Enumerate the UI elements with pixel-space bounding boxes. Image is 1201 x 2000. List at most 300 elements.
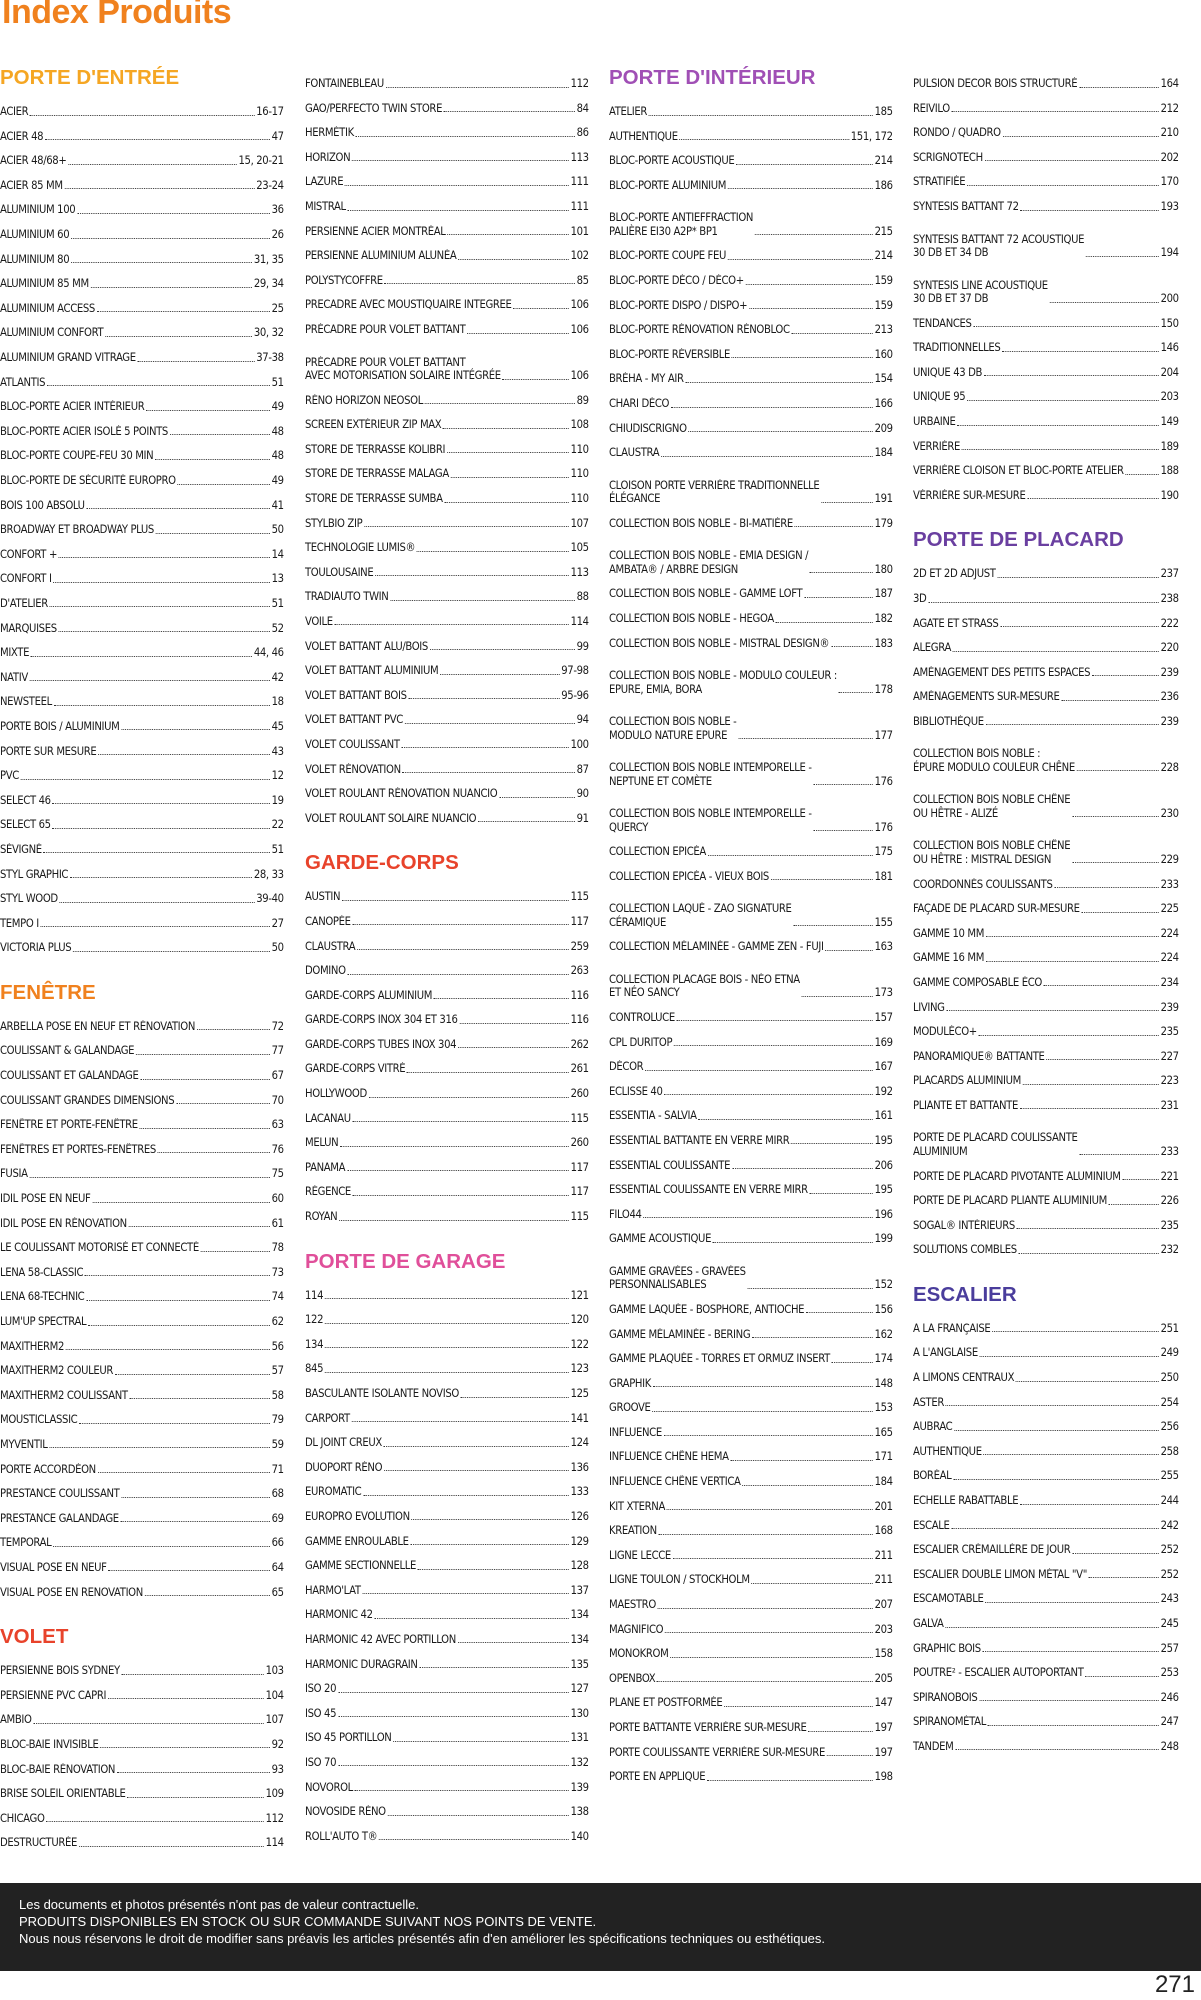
dot-leader [338,1716,569,1717]
dot-leader [1072,816,1159,817]
entry-page: 211 [874,1573,893,1587]
index-entry [0,930,284,955]
entry-name: COLLECTION LAQUÉ - ZAO SIGNATURE CÉRAMIQUE [609,902,792,929]
dot-leader [806,1312,873,1313]
index-entry [609,1759,893,1784]
dot-leader [831,646,873,647]
entry-page: 220 [1160,641,1179,655]
index-entry [305,66,589,91]
dot-leader [140,1079,270,1080]
index-entry [913,429,1179,454]
index-entry [913,1581,1179,1606]
dot-leader [791,1143,873,1144]
entry-name: A LIMONS CENTRAUX [913,1371,1015,1385]
index-entry [305,1027,589,1052]
entry-page: 222 [1160,616,1179,630]
dot-leader [955,1749,1159,1750]
dot-leader [71,238,270,239]
entry-name: COLLECTION BOIS NOBLE : ÉPURE MODULO COULEUR CHÊNE [913,747,1075,774]
entry-name: BLOC-PORTE ALUMINIUM [609,178,727,192]
index-entry [913,1434,1179,1459]
index-entry [609,506,893,531]
entry-name: INFLUENCE [609,1425,662,1439]
entry-page: 47 [271,129,284,143]
entry-name: SPIRANOMÉTAL [913,1715,986,1729]
entry-page: 167 [874,1060,893,1074]
entry-name: LE COULISSANT MOTORISÉ ET CONNECTÉ [0,1241,199,1255]
entry-name: BASCULANTE ISOLANTE NOVISO [305,1387,459,1400]
entry-name: DÉCOR [609,1060,644,1074]
entry-page: 214 [874,249,893,263]
index-entry [305,456,589,481]
dot-leader [946,1010,1158,1011]
entry-page: 248 [1160,1739,1179,1753]
entry-name: GAMME MÉLAMINÉE - BERING [609,1327,751,1341]
dot-leader [176,1103,270,1104]
entry-name: GROOVE [609,1401,651,1415]
index-entry [609,576,893,601]
entry-name: UNIQUE 43 DB [913,365,983,379]
entry-page: 126 [570,1509,589,1523]
index-entry [609,530,893,576]
entry-name: BLOC-PORTE RÉVERSIBLE [609,347,731,361]
entry-name: ISO 45 PORTILLON [305,1731,392,1745]
entry-page: 199 [874,1232,893,1246]
entry-page: 110 [570,492,589,505]
entry-name: ESCALIER DOUBLE LIMON MÉTAL "V" [913,1567,1087,1581]
entry-page: 101 [570,224,589,238]
dot-leader [1019,1253,1159,1254]
dot-leader [979,1700,1159,1701]
index-entry [0,1206,284,1231]
entry-page: 74 [271,1290,284,1304]
entry-name: FENÊTRE ET PORTE-FENÊTRE [0,1118,138,1132]
entry-page: 30, 32 [253,326,284,340]
dot-leader [670,1657,873,1658]
entry-page: 154 [874,372,893,386]
dot-leader [386,87,569,88]
entry-name: STORE DE TERRASSE MALAGA [305,467,449,481]
index-entry [0,414,284,439]
index-entry [0,1550,284,1575]
entry-page: 185 [874,105,893,119]
entry-name: HARMONIC 42 [305,1608,373,1622]
entry-name: ATLANTIS [0,375,46,389]
entry-name: SYNTESIS BATTANT 72 [913,200,1019,214]
entry-name: POLYSTYCOFFRE [305,273,383,287]
entry-page: 161 [874,1109,893,1123]
entry-name: ESSENTIAL COULISSANTE [609,1158,731,1172]
entry-page: 249 [1160,1346,1179,1360]
index-entry [609,119,893,144]
entry-name: PRESTANCE COULISSANT [0,1487,120,1501]
entry-page: 31, 35 [253,252,284,266]
dot-leader [688,431,872,432]
dot-leader [732,357,873,358]
index-entry [913,916,1179,941]
entry-page: 135 [570,1657,589,1671]
entry-page: 229 [1160,852,1179,866]
index-entry [0,1825,284,1850]
entry-name: HARMO'LAT [305,1583,361,1597]
index-entry [305,1174,589,1199]
entry-page: 235 [1160,1025,1179,1039]
entry-name: FONTAINEBLEAU [305,77,384,91]
entry-page: 133 [570,1485,589,1499]
entry-page: 112 [265,1811,284,1825]
entry-page: 239 [1160,665,1179,679]
dot-leader [50,606,270,607]
dot-leader [665,1632,873,1633]
entry-page: 158 [874,1647,893,1661]
entry-page: 16-17 [256,105,284,119]
entry-name: GRAPHIC BOIS [913,1641,981,1655]
index-entry [609,1562,893,1587]
entry-name: 114 [305,1288,324,1302]
index-entry [609,696,893,742]
entry-page: 259 [570,939,589,953]
entry-page: 111 [570,200,589,214]
entry-name: PRESTANCE GALANDAGE [0,1511,119,1525]
entry-name: ATELIER [609,105,648,119]
entry-name: COLLECTION BOIS NOBLE - GAMME LOFT [609,587,803,601]
entry-page: 111 [570,175,589,189]
entry-name: AUTHENTIQUE [609,129,678,143]
entry-name: KREATION [609,1524,657,1538]
dot-leader [1122,1179,1158,1180]
entry-name: AUSTIN [305,890,341,904]
entry-page: 234 [1160,975,1179,989]
entry-name: KIT XTERNA [609,1499,665,1513]
index-entry [913,989,1179,1014]
entry-name: SELECT 46 [0,793,51,807]
entry-name: GAMME 16 MM [913,951,985,965]
dot-leader [65,188,255,189]
entry-page: 151, 172 [850,129,893,143]
entry-name: VOLET RÉNOVATION [305,762,401,776]
dot-leader [793,925,872,926]
entry-name: LENA 68-TECHNIC [0,1290,85,1304]
dot-leader [813,830,872,831]
dot-leader [405,723,575,724]
dot-leader [839,692,873,693]
entry-page: 157 [874,1010,893,1024]
dot-leader [30,115,254,116]
entry-page: 71 [271,1462,284,1476]
dot-leader [952,111,1159,112]
index-entry [609,601,893,626]
entry-page: 155 [874,915,893,929]
entry-page: 131 [570,1731,589,1745]
entry-page: 90 [576,787,589,801]
entry-page: 147 [874,1696,893,1710]
entry-page: 84 [576,101,589,115]
entry-name: VOLET BATTANT BOIS [305,688,407,702]
entry-page: 106 [570,369,589,383]
index-entry [609,859,893,884]
index-entry [0,512,284,537]
entry-page: 123 [570,1362,589,1376]
entry-page: 156 [874,1302,893,1316]
index-entry [609,192,893,238]
entry-name: ROYAN [305,1210,338,1224]
dot-leader [986,961,1159,962]
entry-name: MISTRAL [305,200,346,214]
dot-leader [108,1698,264,1699]
entry-page: 58 [271,1388,284,1402]
dot-leader [997,577,1158,578]
entry-name: BRÉHA - MY AIR [609,372,684,386]
entry-page: 239 [1160,1000,1179,1014]
index-entry [913,306,1179,331]
entry-page: 134 [570,1632,589,1646]
entry-page: 235 [1160,1218,1179,1232]
dot-leader [41,926,270,927]
index-entry [913,1508,1179,1533]
index-entry [913,1385,1179,1410]
dot-leader [1089,1577,1159,1578]
entry-name: PORTE DE PLACARD PLIANTE ALUMINIUM [913,1194,1107,1208]
dot-leader [1081,912,1158,913]
entry-page: 233 [1160,1144,1179,1158]
entry-name: EUROPRO EVOLUTION [305,1509,410,1523]
dot-leader [145,1595,270,1596]
entry-page: 45 [271,719,284,733]
index-entry [609,1172,893,1197]
entry-page: 25 [271,301,284,315]
index-entry [305,1101,589,1126]
entry-page: 105 [570,541,589,555]
dot-leader [671,407,873,408]
entry-page: 180 [874,562,893,576]
dot-leader [980,1356,1159,1357]
index-entry [0,1451,284,1476]
dot-leader [45,139,270,140]
entry-page: 62 [271,1315,284,1328]
entry-name: POUTRE² - ESCALIER AUTOPORTANT [913,1666,1084,1680]
dot-leader [674,1045,873,1046]
entry-page: 204 [1160,365,1179,379]
entry-page: 95-96 [561,688,589,702]
entry-name: BRISE SOLEIL ORIENTABLE [0,1787,126,1801]
index-entry [609,238,893,263]
dot-leader [458,1047,569,1048]
dot-leader [1017,1228,1159,1229]
entry-name: ALUMINIUM ACCESS [0,301,95,315]
entry-name: PLANE ET POSTFORMÉE [609,1696,723,1710]
entry-page: 127 [570,1682,589,1696]
footer-line-1: Les documents et photos présentés n'ont pas de valeur contractuelle. [19,1897,419,1912]
index-entry [305,1327,589,1352]
entry-page: 233 [1160,877,1179,891]
dot-leader [738,738,873,739]
entry-page: 114 [570,614,589,628]
index-entry [305,1745,589,1770]
dot-leader [138,361,255,362]
entry-name: NATIV [0,670,28,684]
entry-name: ALUMINIUM 80 [0,252,70,266]
index-entry [0,1132,284,1157]
entry-name: GAO/PERFECTO TWIN STORE [305,101,443,115]
entry-page: 116 [570,1013,589,1027]
dot-leader [503,379,569,380]
entry-page: 225 [1160,902,1179,916]
dot-leader [410,1544,568,1545]
index-entry [0,1181,284,1206]
dot-leader [499,797,575,798]
entry-name: PORTE DE PLACARD PIVOTANTE ALUMINIUM [913,1169,1121,1183]
dot-leader [732,1168,873,1169]
section-title: PORTE D'INTÉRIEUR [609,66,816,89]
index-entry [305,1769,589,1794]
dot-leader [121,729,270,730]
entry-page: 92 [271,1737,284,1751]
index-entry [0,1776,284,1801]
entry-name: MAESTRO [609,1598,656,1612]
dot-leader [1054,887,1158,888]
index-entry [913,1483,1179,1508]
index-entry [0,438,284,463]
entry-page: 186 [874,178,893,192]
entry-name: AMÉNAGEMENTS SUR-MESURE [913,690,1060,704]
dot-leader [736,164,873,165]
section-spacer [305,1224,589,1250]
index-entry [913,940,1179,965]
entry-page: 196 [874,1207,893,1221]
dot-leader [121,1497,270,1498]
index-entry [305,1150,589,1175]
dot-leader [928,602,1159,603]
entry-name: TEMPORAL [0,1536,52,1550]
index-entry [609,435,893,460]
index-entry [609,1612,893,1637]
index-entry [913,1606,1179,1631]
entry-name: VOLET BATTANT ALUMINIUM [305,664,439,678]
dot-leader [742,1485,872,1486]
dot-leader [53,582,269,583]
entry-name: SOGAL® INTÉRIEURS [913,1218,1015,1232]
dot-leader [71,262,252,263]
dot-leader [698,1119,872,1120]
entry-page: 173 [874,986,893,1000]
dot-leader [643,1217,872,1218]
dot-leader [1086,256,1159,257]
dot-leader [984,375,1159,376]
entry-page: 238 [1160,592,1179,605]
index-entry [913,214,1179,260]
entry-page: 43 [271,744,284,758]
entry-page: 237 [1160,567,1179,581]
entry-page: 242 [1160,1518,1179,1532]
entry-name: BLOC-PORTE DÉCO / DÉCO+ [609,274,744,288]
index-entry [609,1685,893,1710]
index-entry [305,1401,589,1426]
entry-name: COLLECTION EPICÉA [609,845,706,859]
entry-page: 89 [576,393,589,407]
index-entry [913,1680,1179,1705]
dot-leader [363,1593,569,1594]
entry-name: CHIUDISCRIGNO [609,421,687,435]
dot-leader [46,1821,263,1822]
dot-leader [77,213,270,214]
index-entry [305,530,589,555]
index-entry [305,115,589,140]
dot-leader [66,1349,270,1350]
dot-leader [954,1430,1159,1431]
entry-page: 15, 20-21 [238,154,284,168]
dot-leader [652,1411,872,1412]
entry-page: 56 [271,1339,284,1353]
entry-name: PORTE EN APPLIQUE [609,1770,706,1784]
dot-leader [747,1288,872,1289]
entry-name: LACANAU [305,1111,351,1125]
entry-page: 206 [874,1158,893,1172]
entry-name: BLOC-PORTE COUPE-FEU 30 MIN [0,449,154,463]
entry-page: 176 [874,774,893,788]
section-title: PORTE DE PLACARD [913,528,1124,552]
entry-page: 170 [1160,175,1179,189]
index-column-3 [609,66,893,1784]
index-entry [609,1661,893,1686]
entry-page: 122 [570,1337,589,1351]
entry-page: 236 [1160,690,1179,704]
dot-leader [352,1421,569,1422]
dot-leader [117,1772,270,1773]
index-entry [305,1499,589,1524]
entry-page: 184 [874,446,893,460]
entry-page: 112 [570,77,589,91]
index-entry [305,140,589,165]
entry-page: 99 [576,639,589,653]
index-entry [609,929,893,954]
entry-page: 51 [271,842,284,856]
entry-name: AUTHENTIQUE [913,1444,982,1458]
dot-leader [407,1072,569,1073]
entry-name: GRAPHIK [609,1376,651,1390]
entry-page: 223 [1160,1074,1179,1088]
entry-name: SCREEN EXTÉRIEUR ZIP MAX [305,418,442,432]
entry-name: ISO 20 [305,1682,337,1696]
entry-name: BLOC-BAIE INVISIBLE [0,1737,99,1751]
dot-leader [708,855,873,856]
dot-leader [430,649,575,650]
entry-name: BLOC-PORTE ACOUSTIQUE [609,154,735,168]
entry-name: FUSIA [0,1167,28,1181]
entry-page: 36 [271,203,284,217]
dot-leader [340,1146,569,1147]
index-entry [305,1450,589,1475]
entry-name: NEWSTEEL [0,695,52,709]
index-entry [913,1014,1179,1039]
entry-page: 113 [570,150,589,164]
dot-leader [97,311,270,312]
index-entry [0,1083,284,1108]
index-entry [305,1199,589,1224]
index-entry [913,66,1179,91]
index-entry [0,1402,284,1427]
entry-name: MONOKROM [609,1647,669,1661]
index-entry [305,312,589,337]
dot-leader [353,1195,569,1196]
index-entry [609,1341,893,1366]
index-entry [913,1631,1179,1656]
entry-page: 117 [570,1185,589,1199]
index-entry [0,1279,284,1304]
entry-name: PORTE ACCORDÉON [0,1462,96,1476]
entry-page: 149 [1160,415,1179,429]
index-entry [609,1636,893,1661]
index-entry [609,1292,893,1317]
